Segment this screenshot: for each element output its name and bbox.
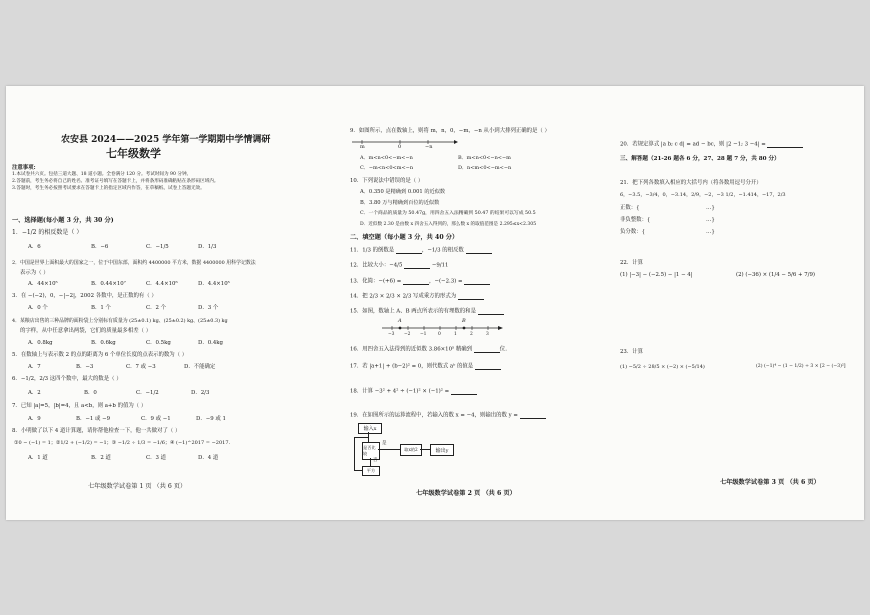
option: A．0.8kg	[28, 340, 53, 346]
option: D．1/3	[198, 244, 217, 250]
tick-label: −3	[388, 332, 395, 337]
notice-line: 1.本试卷共六页。包括三道大题、18 道小题。全卷满分 120 分。考试时间为 90 分钟。	[12, 172, 192, 177]
question-9: 9．如图所示，点在数轴上，则将 m，n，0，−m，−n 从小到大排列正确的是（ ）	[350, 128, 550, 134]
notice-line: 3.答题时，考生务必按照考试要求在答题卡上的指定区域内作答，在草稿纸、试卷上答题无效。	[12, 186, 205, 191]
option: C．−m<n<0<m<−n	[360, 165, 414, 171]
option: A．6	[28, 244, 41, 250]
flow-operation-box: 平方	[362, 466, 380, 476]
option: A．9	[28, 416, 41, 422]
q23-part-1: (1) −5/2 ÷ 28/5 × (−2) × (−5/14)	[620, 364, 705, 370]
question-1: 1．−1/2 的相反数是（ ）	[12, 229, 83, 236]
axis-label-neg-n: −n	[425, 144, 433, 150]
q12-text: 12．比较大小：−4/5	[350, 262, 403, 269]
flow-connector	[370, 458, 371, 466]
axis-label-m: m	[360, 144, 365, 150]
option: B．−1 或 −9	[76, 416, 111, 422]
q12-tail: −9/11	[431, 262, 449, 269]
answer-blank	[404, 263, 430, 269]
option: C．−1/5	[146, 244, 169, 250]
answer-blank	[403, 279, 429, 285]
q18-text: 18．计算 −3² + 4² ÷ (−1)² × (−1)² =	[350, 388, 450, 395]
q14-text: 14．把 2/3 × 2/3 × 2/3 写成乘方的形式为	[350, 293, 457, 300]
q20-text: 20．若规定算式 |a b; c d| = ad − bc，则 |2 −1; 3 −4| =	[620, 141, 766, 148]
flow-connector	[354, 470, 362, 471]
option: A．1 道	[28, 455, 48, 461]
question-7: 7．已知 |a|=5，|b|=4，且 a<b，则 a+b 的值为（ ）	[12, 403, 147, 409]
exam-subject: 七年级数学	[106, 147, 161, 160]
option: A．0.350 是精确到 0.001 的近似数	[360, 189, 446, 195]
q21-numbers: 6，−3.5，−3/4，0，−3.14，2/9，−2，−3 1/2，−1.414，−17，2/3	[620, 192, 786, 198]
question-4: 4．某粮店出售的三种品牌的面粉袋上分别标有质量为 (25±0.1) kg、(25±0.2) kg、(25±0.3) kg	[12, 318, 228, 324]
question-19	[350, 413, 546, 419]
option: A．44×10⁵	[28, 281, 58, 287]
tick-label: 1	[454, 332, 457, 337]
question-16	[350, 347, 507, 353]
tick-label: 2	[470, 332, 473, 337]
q19-text: 19．在如图所示的运算流程中，若输入的数 x = −4，则输出的数 y =	[350, 412, 518, 419]
option: C．一个商品的质量为 50.47g，用四舍五入法精确到 50.47 的结果可以写成 50.5	[360, 211, 536, 216]
question-6: 6．−1/2，2/3 这四个数中，最大的数是（ ）	[12, 376, 122, 382]
option: C．9 或 −1	[141, 416, 171, 422]
q16-tail: 位.	[499, 346, 507, 353]
question-20	[620, 142, 803, 148]
option: A．2	[28, 390, 41, 396]
exam-page-1	[6, 86, 298, 520]
question-15	[350, 309, 504, 315]
tick-label: −2	[404, 332, 411, 337]
tick-label: 3	[486, 332, 489, 337]
tick-label: 0	[438, 332, 441, 337]
answer-blank	[396, 248, 422, 254]
option: D．2/3	[191, 390, 210, 396]
option: B．m<n<0<−n<−m	[458, 155, 511, 161]
question-17	[350, 364, 501, 370]
option: C．4.4×10⁶	[146, 281, 178, 287]
set-negative-fraction: 负分数：{	[620, 229, 645, 235]
flow-input-box: 输入x	[358, 423, 382, 434]
option: C．−1/2	[136, 390, 159, 396]
flow-output-box: 输出y	[430, 444, 454, 456]
page-footer: 七年级数学试卷第 2 页 （共 6 页）	[416, 490, 516, 497]
option: B．−3	[76, 364, 94, 370]
option: B．3.80 万与精确到百位的近似数	[360, 200, 440, 206]
option: A．m<n<0<−m<−n	[360, 155, 413, 161]
q23-part-2: (2) (−1)⁴ − (1 − 1/2) ÷ 3 × [2 − (−3)²]	[756, 364, 846, 369]
exam-page-3	[598, 86, 864, 520]
question-8-expressions: ①0 − (−1) = 1；②1/2 + (−1/2) = −1；③ −1/2 ÷ 1/3 = −1/6；④ (−1)^2017 = −2017.	[14, 440, 231, 446]
option: B．1 个	[91, 305, 111, 311]
number-line-q9	[350, 137, 460, 151]
question-8: 8．小明做了以下 4 道计算题，请你帮他检查一下，他一共做对了（ ）	[12, 428, 181, 434]
answer-blank	[520, 413, 546, 419]
option: C．0.5kg	[146, 340, 171, 346]
q11-tail: ，−1/3 的相反数	[421, 247, 464, 254]
option: B．0.44×10⁷	[91, 281, 126, 287]
option: D．4 道	[198, 455, 219, 461]
set-nonneg-integer: 非负整数：{	[620, 217, 651, 223]
option: B．0.6kg	[91, 340, 116, 346]
notice-heading: 注意事项:	[12, 165, 36, 171]
question-4-cont: 的字样，从中任意拿出两袋，它们的质量最多相差（ ）	[20, 328, 152, 334]
q13-text: 13．化简：−(+6) =	[350, 278, 402, 285]
set-close: …}	[706, 229, 715, 235]
question-22: 22．计算	[620, 260, 644, 266]
question-23: 23．计算	[620, 349, 644, 355]
question-3: 3．在 −(−2)，0，−|−2|，2002 各数中，是正数的有（ ）	[12, 293, 157, 299]
question-10: 10．下列说法中错误的是（ ）	[350, 178, 424, 184]
q11-text: 11．1/3 的倒数是	[350, 247, 395, 254]
option: D．−9 或 1	[196, 416, 226, 422]
point-label-b: B	[462, 318, 466, 324]
flow-decision-box: 是否比较	[362, 442, 380, 460]
question-12	[350, 263, 448, 269]
notice-line: 2.答题前，考生务必将自己的姓名、准考证号填写在答题卡上，并将条形码准确粘贴在条形码区域内。	[12, 179, 219, 184]
q22-part-1: (1) |−3| − (−2.5) − |1 − 4|	[620, 272, 693, 278]
option: A．0 个	[28, 305, 48, 311]
exam-page-2	[298, 86, 598, 520]
question-5: 5．在数轴上与表示数 2 的点的距离为 6 个单位长度的点表示的数为（ ）	[12, 352, 188, 358]
option: B．0	[84, 390, 97, 396]
exam-title: 农安县 2024——2025 学年第一学期期中学情调研	[61, 135, 271, 145]
page-footer: 七年级数学试卷第 1 页 （共 6 页）	[88, 483, 187, 490]
section-heading: 三、解答题（21-26 题各 6 分，27、28 题 7 分，共 80 分）	[620, 156, 780, 162]
option: D．不能确定	[184, 364, 216, 370]
question-18	[350, 389, 477, 395]
option: C．3 道	[146, 455, 167, 461]
answer-blank	[767, 142, 803, 148]
answer-blank	[458, 294, 484, 300]
q13-tail: ，−(−2.3) =	[429, 278, 463, 285]
question-2: 2．中国是世界上面积最大的国家之一，位于中国东部，面积约 4400000 平方米，数据 4400000 用科学记数法	[12, 260, 256, 266]
question-14	[350, 294, 484, 300]
flow-connector	[420, 449, 430, 450]
set-positive: 正数：{	[620, 205, 640, 211]
question-2-cont: 表示为（ ）	[20, 270, 49, 276]
option: C．7 或 −3	[126, 364, 156, 370]
q16-text: 16．用四舍五入法得到的近似数 3.86×10⁵ 精确到	[350, 346, 473, 353]
answer-blank	[464, 279, 490, 285]
option: D．4.4×10⁵	[198, 281, 230, 287]
answer-blank	[466, 248, 492, 254]
flow-no-label: 否	[373, 458, 378, 463]
point-label-a: A	[398, 318, 402, 324]
flow-connector	[354, 437, 368, 438]
flow-connector	[378, 449, 400, 450]
answer-blank	[478, 309, 504, 315]
option: B．2 道	[91, 455, 111, 461]
flow-connector	[354, 437, 355, 470]
flow-yes-label: 是	[382, 441, 387, 446]
page-footer: 七年级数学试卷第 3 页 （共 6 页）	[720, 479, 820, 486]
question-11	[350, 248, 492, 254]
option: C．2 个	[146, 305, 167, 311]
answer-blank	[451, 389, 477, 395]
option: D．近似数 2.30 是由数 x 四舍五入得到的，那么数 x 的取值范围是 2.295≤x<2.305	[360, 222, 537, 227]
q15-text: 15．如图，数轴上 A、B 两点所表示的有理数的和是	[350, 308, 476, 315]
question-13	[350, 279, 490, 285]
question-21: 21．把下列各数填入相应的大括号内（将各数用逗号分开）	[620, 180, 762, 186]
set-close: …}	[706, 205, 715, 211]
axis-label-zero: 0	[398, 144, 402, 150]
section-heading: 一、选择题(每小题 3 分，共 30 分)	[12, 217, 114, 224]
answer-blank	[475, 364, 501, 370]
set-close: …}	[706, 217, 715, 223]
option: D．n<m<0<−m<−n	[458, 165, 512, 171]
answer-blank	[474, 347, 500, 353]
flow-square-box: 取x的2	[400, 444, 422, 456]
option: D．0.4kg	[198, 340, 224, 346]
q22-part-2: (2) (−36) × (1/4 − 5/6 + 7/9)	[736, 272, 815, 278]
option: B．−6	[91, 244, 109, 250]
exam-sheet	[6, 86, 864, 520]
tick-label: −1	[420, 332, 427, 337]
q17-text: 17．若 |a+1| + (b−2)² = 0，则代数式 aᵇ 的值是	[350, 363, 474, 370]
option: A．7	[28, 364, 41, 370]
option: D．3 个	[198, 305, 219, 311]
section-heading: 二、填空题（每小题 3 分，共 40 分）	[350, 234, 459, 241]
flow-connector	[368, 432, 369, 442]
